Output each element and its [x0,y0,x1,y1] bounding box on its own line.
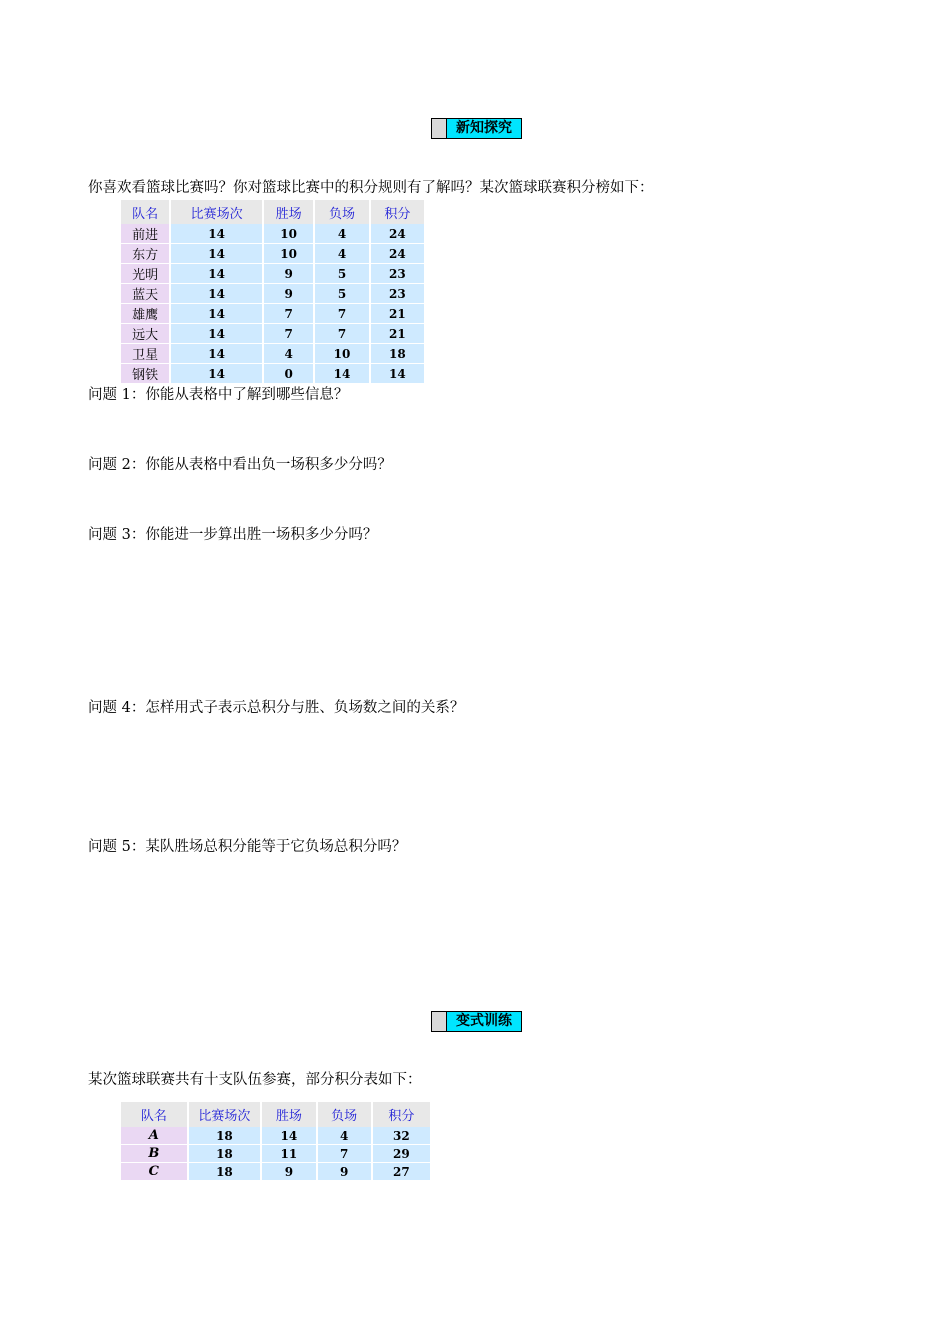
standings-table [121,200,426,384]
table-row [121,364,426,384]
wins-cell: 9 [264,264,315,284]
games-cell: 14 [171,304,264,324]
points-cell: 14 [371,364,426,384]
team-name-cell: 东方 [121,244,171,264]
table-row [121,284,426,304]
points-cell: 23 [371,264,426,284]
header-team-name: 队名 [121,200,171,224]
wins-cell: 0 [264,364,315,384]
table-row [121,1163,432,1181]
games-cell: 18 [189,1163,263,1181]
header-team-name: 队名 [121,1102,189,1127]
question-4: 问题 4：怎样用式子表示总积分与胜、负场数之间的关系？ [88,700,465,716]
team-name-cell: 远大 [121,324,171,344]
header-wins: 胜场 [262,1102,317,1127]
header-points: 积分 [371,200,426,224]
losses-cell: 7 [318,1145,373,1163]
losses-cell: 7 [315,304,370,324]
table-row [121,244,426,264]
header-losses: 负场 [315,200,370,224]
games-cell: 14 [171,324,264,344]
table-row [121,324,426,344]
points-cell: 18 [371,344,426,364]
header-games-played: 比赛场次 [171,200,264,224]
wins-cell: 10 [264,244,315,264]
team-name-cell: A [121,1127,189,1145]
table-header-row [121,1102,432,1127]
wins-cell: 9 [262,1163,317,1181]
intro2-paragraph: 某次篮球联赛共有十支队伍参赛，部分积分表如下： [88,1072,422,1088]
table-header-row [121,200,426,224]
points-cell: 24 [371,224,426,244]
wins-cell: 9 [264,284,315,304]
losses-cell: 5 [315,264,370,284]
losses-cell: 7 [315,324,370,344]
header-wins: 胜场 [264,200,315,224]
header-losses: 负场 [318,1102,373,1127]
points-cell: 27 [373,1163,432,1181]
team-name-cell: 卫星 [121,344,171,364]
wins-cell: 11 [262,1145,317,1163]
header-games-played: 比赛场次 [189,1102,263,1127]
header-marker-box [432,119,447,138]
section-title: 变式训练 [456,1013,512,1029]
wins-cell: 14 [262,1127,317,1145]
table-row [121,264,426,284]
section-title: 新知探究 [456,120,512,136]
losses-cell: 4 [318,1127,373,1145]
question-3: 问题 3：你能进一步算出胜一场积多少分吗？ [88,527,378,543]
team-name-cell: 雄鹰 [121,304,171,324]
wins-cell: 7 [264,304,315,324]
losses-cell: 4 [315,244,370,264]
losses-cell: 4 [315,224,370,244]
points-cell: 32 [373,1127,432,1145]
team-name-cell: C [121,1163,189,1181]
wins-cell: 7 [264,324,315,344]
points-cell: 21 [371,304,426,324]
games-cell: 14 [171,284,264,304]
games-cell: 18 [189,1127,263,1145]
team-name-cell: 钢铁 [121,364,171,384]
team-name-cell: 蓝天 [121,284,171,304]
losses-cell: 10 [315,344,370,364]
games-cell: 14 [171,264,264,284]
games-cell: 14 [171,344,264,364]
games-cell: 14 [171,364,264,384]
question-2: 问题 2：你能从表格中看出负一场积多少分吗？ [88,457,392,473]
points-cell: 21 [371,324,426,344]
section-header-variant-training [431,1011,522,1032]
games-cell: 14 [171,244,264,264]
table-row [121,1145,432,1163]
team-name-cell: 光明 [121,264,171,284]
points-cell: 29 [373,1145,432,1163]
games-cell: 14 [171,224,264,244]
intro-paragraph: 你喜欢看篮球比赛吗？你对篮球比赛中的积分规则有了解吗？某次篮球联赛积分榜如下： [88,180,654,196]
header-points: 积分 [373,1102,432,1127]
section-header-new-knowledge [431,118,522,139]
points-cell: 23 [371,284,426,304]
losses-cell: 9 [318,1163,373,1181]
points-cell: 24 [371,244,426,264]
header-marker-box [432,1012,447,1031]
question-1: 问题 1：你能从表格中了解到哪些信息？ [88,387,349,403]
table-row [121,224,426,244]
team-name-cell: 前进 [121,224,171,244]
table-row [121,344,426,364]
wins-cell: 10 [264,224,315,244]
partial-standings-table [121,1102,432,1181]
wins-cell: 4 [264,344,315,364]
question-5: 问题 5：某队胜场总积分能等于它负场总积分吗？ [88,839,407,855]
losses-cell: 5 [315,284,370,304]
table-row [121,304,426,324]
team-name-cell: B [121,1145,189,1163]
games-cell: 18 [189,1145,263,1163]
table-row [121,1127,432,1145]
losses-cell: 14 [315,364,370,384]
